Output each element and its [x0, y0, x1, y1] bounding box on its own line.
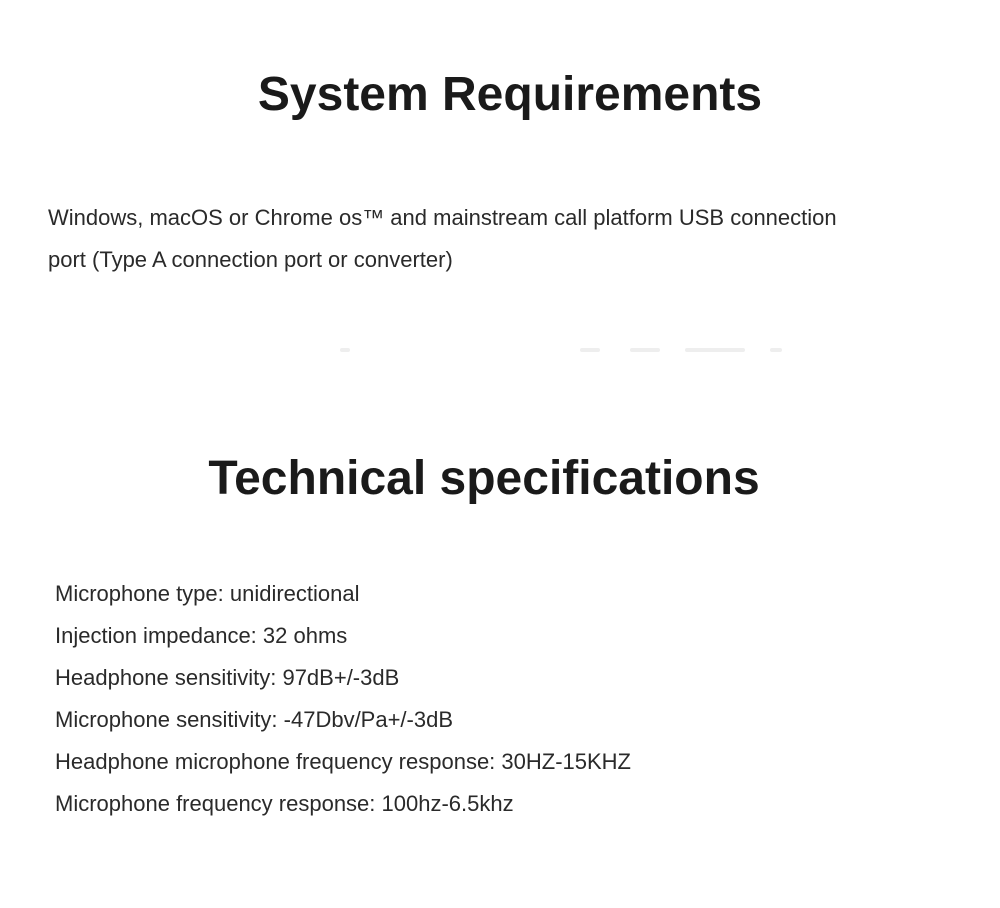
spec-item-microphone-sensitivity: Microphone sensitivity: -47Dbv/Pa+/-3dB	[55, 707, 454, 732]
technical-specifications-heading: Technical specifications	[208, 452, 760, 505]
decorative-divider	[330, 346, 790, 354]
spec-item-injection-impedance: Injection impedance: 32 ohms	[55, 623, 348, 648]
spec-item-microphone-frequency: Microphone frequency response: 100hz-6.5khz	[55, 791, 514, 816]
spec-item-headphone-sensitivity: Headphone sensitivity: 97dB+/-3dB	[55, 665, 400, 690]
spec-item-headphone-mic-frequency: Headphone microphone frequency response: 30HZ-15KHZ	[55, 749, 631, 774]
spec-item-microphone-type: Microphone type: unidirectional	[55, 581, 360, 606]
system-requirements-heading: System Requirements	[257, 68, 763, 121]
spec-list	[55, 573, 631, 825]
system-requirements-text: Windows, macOS or Chrome os™ and mainstream call platform USB connection port (Type A connection port or converter)	[48, 205, 837, 272]
